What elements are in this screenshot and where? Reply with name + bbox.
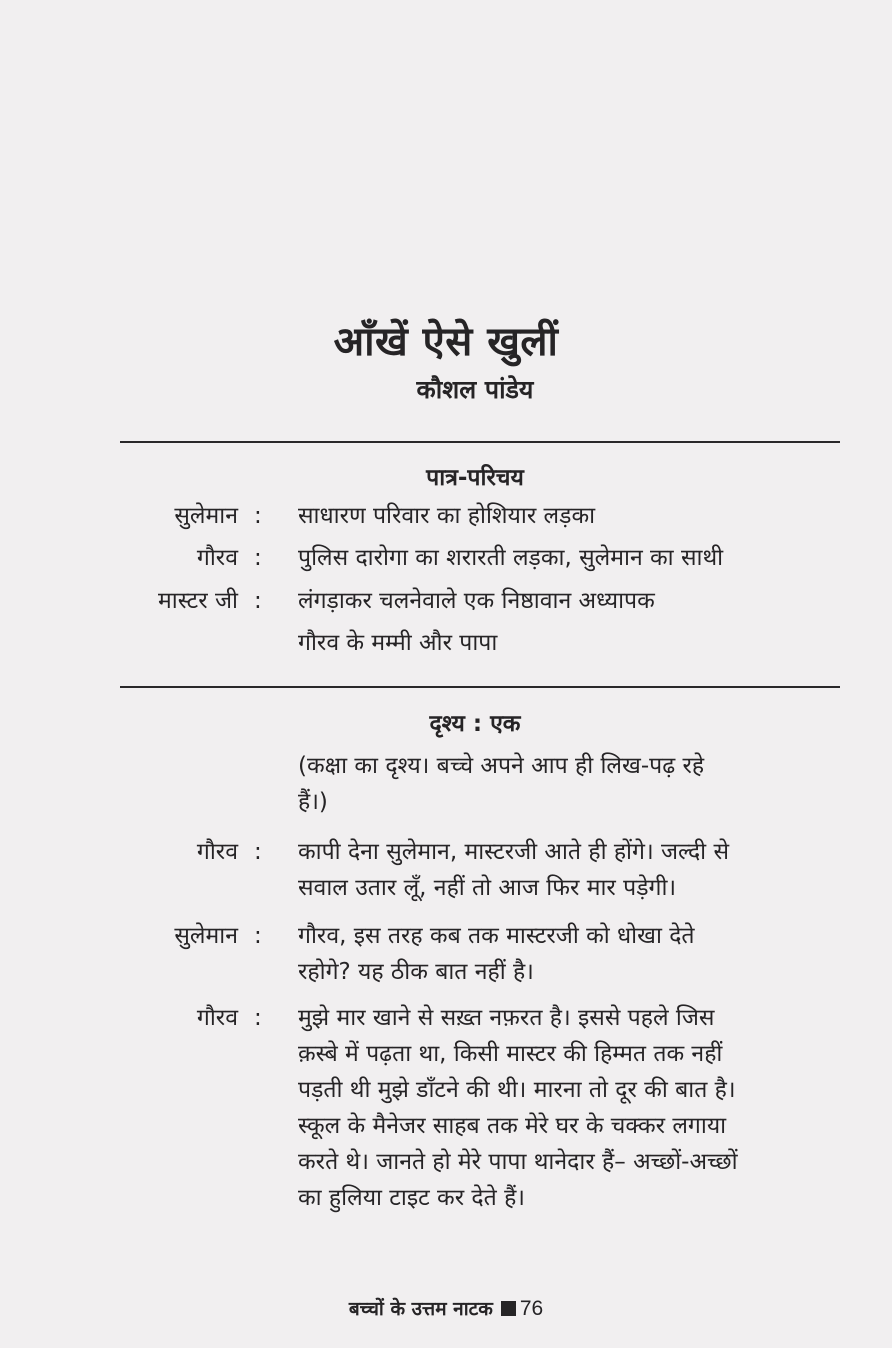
speaker-name: गौरव [196, 1005, 238, 1031]
dialogue-line: कापी देना सुलेमान, मास्टरजी आते ही होंगे। जल्दी से [298, 839, 729, 865]
character-description: पुलिस दारोगा का शरारती लड़का, सुलेमान का साथी [298, 545, 724, 571]
character-name: मास्टर जी [158, 588, 238, 614]
stage-direction-line: (कक्षा का दृश्य। बच्चे अपने आप ही लिख-पढ़ रहे [298, 753, 705, 779]
colon: : [254, 545, 262, 571]
character-name: गौरव [196, 545, 238, 571]
colon: : [254, 588, 262, 614]
book-title: बच्चों के उत्तम नाटक [348, 1298, 493, 1320]
divider-bottom [120, 686, 840, 688]
character-extra: गौरव के मम्मी और पापा [298, 630, 498, 656]
dialogue-line: पड़ती थी मुझे डाँटने की थी। मारना तो दूर की बात है। [298, 1077, 736, 1103]
page-number: 76 [519, 1297, 544, 1320]
colon: : [254, 1005, 262, 1031]
dialogue-line: का हुलिया टाइट कर देते हैं। [298, 1185, 525, 1211]
square-bullet-icon [501, 1301, 516, 1316]
character-description: लंगड़ाकर चलनेवाले एक निष्ठावान अध्यापक [298, 588, 655, 614]
character-name: सुलेमान [174, 503, 238, 529]
dialogue-line: गौरव, इस तरह कब तक मास्टरजी को धोखा देते [298, 923, 695, 949]
speaker-name: गौरव [196, 839, 238, 865]
divider-top [120, 441, 840, 443]
dialogue-line: मुझे मार खाने से सख़्त नफ़रत है। इससे पहले जिस [298, 1005, 715, 1031]
scene-heading: दृश्य : एक [429, 711, 521, 737]
characters-heading: पात्र-परिचय [426, 465, 524, 491]
speaker-name: सुलेमान [174, 923, 238, 949]
colon: : [254, 923, 262, 949]
page-footer [0, 1295, 892, 1321]
character-description: साधारण परिवार का होशियार लड़का [298, 503, 596, 529]
dialogue-line: क़स्बे में पढ़ता था, किसी मास्टर की हिम्मत तक नहीं [298, 1041, 723, 1067]
colon: : [254, 503, 262, 529]
dialogue-line: सवाल उतार लूँ, नहीं तो आज फिर मार पड़ेगी। [298, 875, 677, 901]
dialogue-line: रहोगे? यह ठीक बात नहीं है। [298, 959, 534, 985]
colon: : [254, 839, 262, 865]
dialogue-line: स्कूल के मैनेजर साहब तक मेरे घर के चक्कर लगाया [298, 1113, 727, 1139]
play-title: आँखें ऐसे खुलीं [333, 319, 559, 365]
stage-direction-line: हैं।) [298, 789, 328, 815]
dialogue-line: करते थे। जानते हो मेरे पापा थानेदार हैं– अच्छों-अच्छों [298, 1149, 738, 1175]
author-name: कौशल पांडेय [416, 375, 534, 404]
